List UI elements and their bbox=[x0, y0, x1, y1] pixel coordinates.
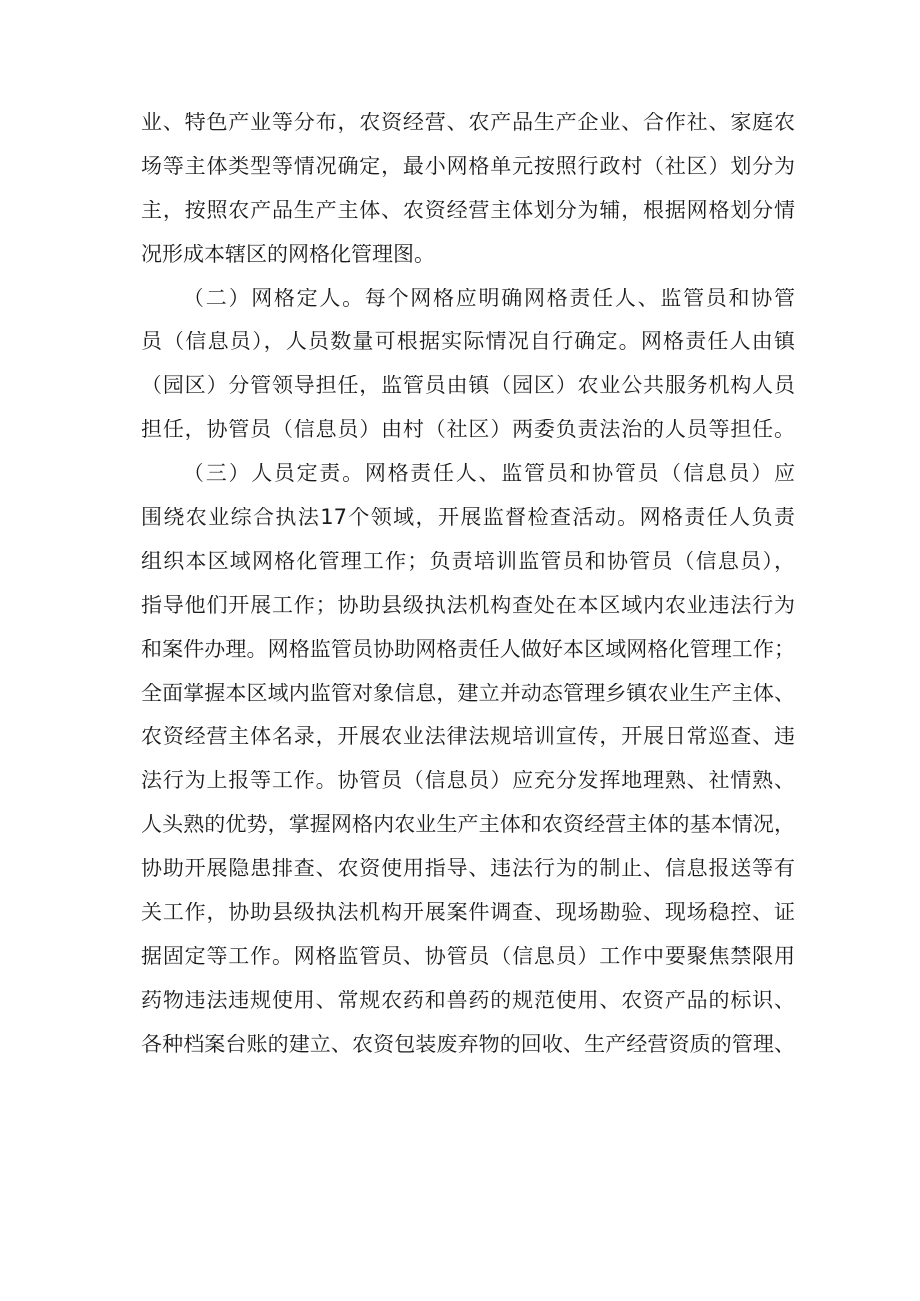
text-line: 组织本区域网格化管理工作；负责培训监管员和协管员（信息员）， bbox=[141, 550, 795, 572]
paragraph-heading-line: （二）网格定人。每个网格应明确网格责任人、监管员和协管 bbox=[183, 287, 795, 309]
text-line: （园区）分管领导担任，监管员由镇（园区）农业公共服务机构人员 bbox=[141, 375, 795, 397]
body-text bbox=[141, 112, 795, 1078]
text-line: 关工作，协助县级执法机构开展案件调查、现场勘验、现场稳控、证 bbox=[141, 902, 795, 924]
text-line: 指导他们开展工作；协助县级执法机构查处在本区域内农业违法行为 bbox=[141, 594, 795, 616]
text-line: 人头熟的优势，掌握网格内农业生产主体和农资经营主体的基本情况， bbox=[141, 814, 795, 836]
text-line: 主，按照农产品生产主体、农资经营主体划分为辅，根据网格划分情 bbox=[141, 199, 795, 221]
text-line: 围绕农业综合执法17个领域，开展监督检查活动。网格责任人负责 bbox=[141, 507, 795, 529]
text-line: 农资经营主体名录，开展农业法律法规培训宣传，开展日常巡查、违 bbox=[141, 726, 795, 748]
text-line: 业、特色产业等分布，农资经营、农产品生产企业、合作社、家庭农 bbox=[141, 112, 795, 133]
text-line: 和案件办理。网格监管员协助网格责任人做好本区域网格化管理工作； bbox=[141, 638, 795, 660]
text-line: 协助开展隐患排查、农资使用指导、违法行为的制止、信息报送等有 bbox=[141, 858, 795, 880]
paragraph-heading-line: （三）人员定责。网格责任人、监管员和协管员（信息员）应 bbox=[183, 463, 795, 485]
text-line: 据固定等工作。网格监管员、协管员（信息员）工作中要聚焦禁限用 bbox=[141, 945, 795, 967]
text-line: 担任，协管员（信息员）由村（社区）两委负责法治的人员等担任。 bbox=[141, 419, 795, 441]
text-line: 况形成本辖区的网格化管理图。 bbox=[141, 243, 435, 265]
text-line: 员（信息员），人员数量可根据实际情况自行确定。网格责任人由镇 bbox=[141, 331, 795, 353]
text-line: 各种档案台账的建立、农资包装废弃物的回收、生产经营资质的管理、 bbox=[141, 1033, 795, 1055]
text-line: 全面掌握本区域内监管对象信息，建立并动态管理乡镇农业生产主体、 bbox=[141, 682, 795, 704]
text-line: 法行为上报等工作。协管员（信息员）应充分发挥地理熟、社情熟、 bbox=[141, 770, 795, 792]
text-line: 药物违法违规使用、常规农药和兽药的规范使用、农资产品的标识、 bbox=[141, 989, 795, 1011]
text-line: 场等主体类型等情况确定，最小网格单元按照行政村（社区）划分为 bbox=[141, 155, 795, 177]
